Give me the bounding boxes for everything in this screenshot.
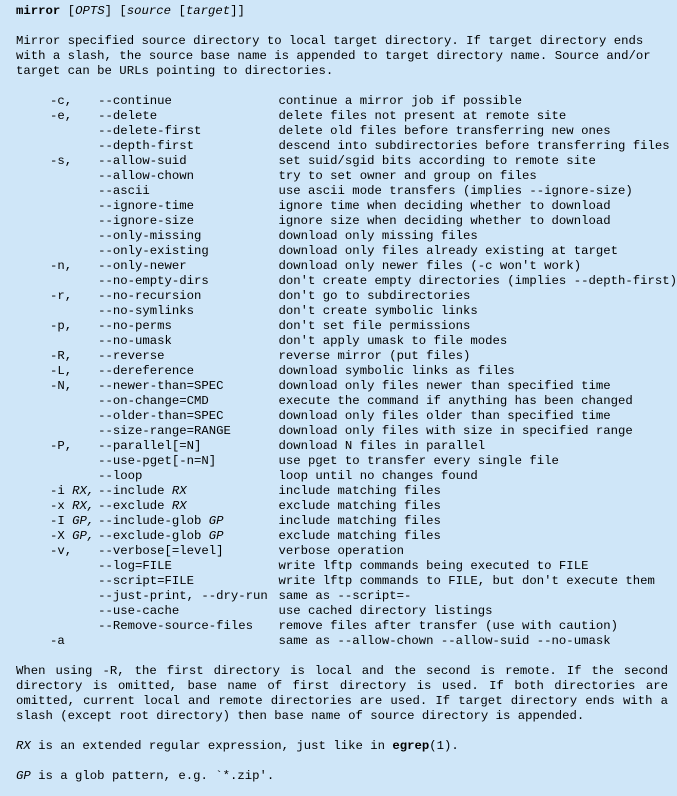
- option-short: -s,: [50, 154, 73, 168]
- option-long: --just-print, --dry-run: [98, 589, 268, 603]
- option-row: [50, 574, 677, 589]
- option-short: [50, 274, 98, 289]
- option-long: --loop: [98, 469, 143, 483]
- option-row: [50, 169, 677, 184]
- option-desc: download symbolic links as files: [278, 364, 515, 378]
- option-long: --size-range=RANGE: [98, 424, 231, 438]
- option-long: --include RX: [98, 484, 187, 498]
- option-desc: download only files already existing at target: [278, 244, 618, 258]
- option-row: [50, 214, 677, 229]
- option-short: -c,: [50, 94, 73, 108]
- option-desc: don't go to subdirectories: [278, 289, 471, 303]
- option-desc: download only newer files (-c won't work): [278, 259, 582, 273]
- option-long-arg: GP: [208, 529, 224, 543]
- option-long: --include-glob GP: [98, 514, 224, 528]
- option-desc: use ascii mode transfers (implies --ignore-size): [278, 184, 633, 198]
- gp-note: GP is a glob pattern, e.g. `*.zip'.: [16, 769, 275, 783]
- option-desc: exclude matching files: [278, 529, 441, 543]
- option-desc: download only files older than specified time: [278, 409, 611, 423]
- option-desc: use pget to transfer every single file: [278, 454, 559, 468]
- target-placeholder: target: [185, 4, 231, 18]
- option-desc: include matching files: [278, 484, 441, 498]
- option-row: [50, 199, 677, 214]
- option-row: [50, 94, 677, 109]
- option-short: [50, 169, 98, 184]
- option-long: --reverse: [98, 349, 165, 363]
- option-long: --ignore-size: [98, 214, 195, 228]
- option-short-arg: GP,: [72, 514, 95, 528]
- option-short: -L,: [50, 364, 73, 378]
- option-short: -R,: [50, 349, 73, 363]
- option-long: --only-missing: [98, 229, 202, 243]
- option-short: -a: [50, 634, 65, 648]
- option-short: -v,: [50, 544, 73, 558]
- option-short: [50, 184, 98, 199]
- option-short: -I GP,: [50, 514, 95, 528]
- option-short: [50, 139, 98, 154]
- reverse-note: When using -R, the first directory is local and the second is remote. If the second directory is omitted, base name of first directory is used. If both directories are omitted, current local and remote directories are used. If target directory ends with a slash (except root directory) then base name of source directory is appended.: [16, 664, 668, 723]
- option-short: [50, 559, 98, 574]
- option-desc: don't set file permissions: [278, 319, 471, 333]
- option-row: [50, 319, 677, 334]
- option-long: --newer-than=SPEC: [98, 379, 224, 393]
- option-desc: ignore time when deciding whether to download: [278, 199, 611, 213]
- option-desc: set suid/sgid bits according to remote site: [278, 154, 596, 168]
- option-short: [50, 469, 98, 484]
- option-short: [50, 304, 98, 319]
- option-long: --ascii: [98, 184, 150, 198]
- command-name: mirror: [16, 4, 61, 18]
- option-short-arg: RX,: [72, 499, 95, 513]
- option-short: [50, 574, 98, 589]
- option-short: [50, 619, 98, 634]
- option-short: [50, 334, 98, 349]
- option-desc: remove files after transfer (use with caution): [278, 619, 618, 633]
- option-short: [50, 229, 98, 244]
- option-short: [50, 424, 98, 439]
- option-long: --older-than=SPEC: [98, 409, 224, 423]
- option-desc: don't apply umask to file modes: [278, 334, 508, 348]
- option-desc: ignore size when deciding whether to download: [278, 214, 611, 228]
- option-short: -p,: [50, 319, 73, 333]
- option-long: --Remove-source-files: [98, 619, 254, 633]
- option-desc: delete old files before transferring new ones: [278, 124, 611, 138]
- option-desc: don't create empty directories (implies --depth-first): [278, 274, 677, 288]
- option-row: [50, 139, 677, 154]
- option-short: [50, 199, 98, 214]
- option-long: --verbose[=level]: [98, 544, 224, 558]
- option-row: [50, 559, 677, 574]
- option-short: [50, 589, 98, 604]
- option-short: -n,: [50, 259, 73, 273]
- option-desc: include matching files: [278, 514, 441, 528]
- option-short: -i RX,: [50, 484, 95, 498]
- option-desc: write lftp commands to FILE, but don't execute them: [278, 574, 655, 588]
- option-desc: same as --allow-chown --allow-suid --no-umask: [278, 634, 611, 648]
- option-row: [50, 544, 677, 559]
- option-long: --only-newer: [98, 259, 187, 273]
- option-long-arg: RX: [171, 499, 187, 513]
- option-row: [50, 604, 677, 619]
- option-short: -N,: [50, 379, 73, 393]
- option-short: -e,: [50, 109, 73, 123]
- option-desc: continue a mirror job if possible: [278, 94, 523, 108]
- option-desc: use cached directory listings: [278, 604, 493, 618]
- option-long: --script=FILE: [98, 574, 195, 588]
- option-row: [50, 154, 677, 169]
- option-long: --on-change=CMD: [98, 394, 209, 408]
- option-long: --exclude RX: [98, 499, 187, 513]
- option-long-arg: GP: [208, 514, 224, 528]
- option-row: [50, 409, 677, 424]
- option-row: [50, 229, 677, 244]
- option-desc: same as --script=-: [278, 589, 412, 603]
- option-row: [50, 334, 677, 349]
- option-long: --dereference: [98, 364, 195, 378]
- option-long: --allow-suid: [98, 154, 187, 168]
- source-placeholder: source: [126, 4, 172, 18]
- option-row: [50, 454, 677, 469]
- gp-term: GP: [16, 769, 31, 783]
- opts-placeholder: OPTS: [75, 4, 105, 18]
- option-long: --parallel[=N]: [98, 439, 202, 453]
- option-row: [50, 424, 677, 439]
- option-row: [50, 589, 677, 604]
- option-desc: delete files not present at remote site: [278, 109, 567, 123]
- option-row: [50, 469, 677, 484]
- option-short: [50, 124, 98, 139]
- option-row: [50, 304, 677, 319]
- option-row: [50, 274, 677, 289]
- option-row: [50, 184, 677, 199]
- option-short: -x RX,: [50, 499, 95, 513]
- synopsis: mirror [OPTS] [source [target]]: [16, 4, 245, 18]
- option-row: [50, 124, 677, 139]
- description: Mirror specified source directory to local target directory. If target directory ends with a slash, the source base name is appended to target directory name. Source and/or target can be URLs pointing to directories.: [16, 34, 651, 78]
- option-long: --use-cache: [98, 604, 180, 618]
- option-row: [50, 484, 677, 499]
- option-desc: download only files newer than specified time: [278, 379, 611, 393]
- option-long: --only-existing: [98, 244, 209, 258]
- option-desc: write lftp commands being executed to FILE: [278, 559, 589, 573]
- option-row: [50, 439, 677, 454]
- option-row: [50, 634, 677, 649]
- option-row: [50, 364, 677, 379]
- option-desc: download N files in parallel: [278, 439, 486, 453]
- option-short: [50, 604, 98, 619]
- option-short: [50, 214, 98, 229]
- option-short: [50, 244, 98, 259]
- option-long: --exclude-glob GP: [98, 529, 224, 543]
- option-short-arg: RX,: [72, 484, 95, 498]
- option-desc: don't create symbolic links: [278, 304, 478, 318]
- option-desc: loop until no changes found: [278, 469, 478, 483]
- option-short: [50, 409, 98, 424]
- option-long: --no-symlinks: [98, 304, 195, 318]
- rx-term: RX: [16, 739, 31, 753]
- option-long: [98, 634, 278, 649]
- option-desc: descend into subdirectories before transferring files: [278, 139, 670, 153]
- option-row: [50, 529, 677, 544]
- option-desc: reverse mirror (put files): [278, 349, 471, 363]
- option-row: [50, 289, 677, 304]
- option-long: --no-umask: [98, 334, 172, 348]
- rx-note: RX is an extended regular expression, just like in egrep(1).: [16, 739, 459, 753]
- option-row: [50, 349, 677, 364]
- option-long: --continue: [98, 94, 172, 108]
- options-table: [50, 94, 677, 649]
- option-short-arg: GP,: [72, 529, 95, 543]
- option-long: --allow-chown: [98, 169, 195, 183]
- option-long: --use-pget[-n=N]: [98, 454, 217, 468]
- option-desc: execute the command if anything has been changed: [278, 394, 633, 408]
- option-desc: try to set owner and group on files: [278, 169, 537, 183]
- option-long: --no-empty-dirs: [98, 274, 209, 288]
- option-short: -X GP,: [50, 529, 95, 543]
- option-row: [50, 394, 677, 409]
- option-desc: exclude matching files: [278, 499, 441, 513]
- option-desc: verbose operation: [278, 544, 404, 558]
- option-long: --delete: [98, 109, 158, 123]
- option-row: [50, 514, 677, 529]
- egrep-ref: egrep: [392, 739, 430, 753]
- option-row: [50, 109, 677, 124]
- option-short: -P,: [50, 439, 73, 453]
- option-row: [50, 259, 677, 274]
- option-desc: download only files with size in specified range: [278, 424, 633, 438]
- option-short: -r,: [50, 289, 73, 303]
- option-long-arg: RX: [171, 484, 187, 498]
- option-long: --delete-first: [98, 124, 202, 138]
- option-long: --log=FILE: [98, 559, 172, 573]
- option-row: [50, 379, 677, 394]
- option-desc: download only missing files: [278, 229, 478, 243]
- option-row: [50, 619, 677, 634]
- option-row: [50, 244, 677, 259]
- option-row: [50, 499, 677, 514]
- option-short: [50, 394, 98, 409]
- option-long: --ignore-time: [98, 199, 195, 213]
- option-long: --no-perms: [98, 319, 172, 333]
- option-long: --depth-first: [98, 139, 195, 153]
- option-long: --no-recursion: [98, 289, 202, 303]
- option-short: [50, 454, 98, 469]
